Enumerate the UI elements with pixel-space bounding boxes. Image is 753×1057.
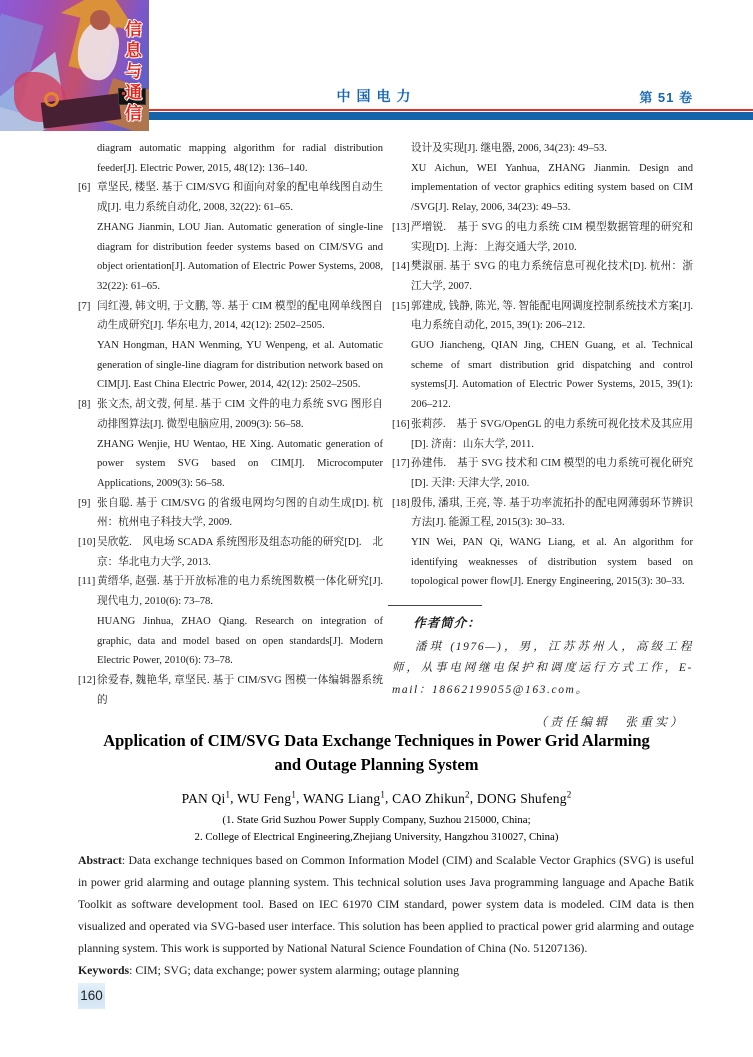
references-left-column: [78, 139, 383, 733]
header-rule-red: [149, 109, 753, 111]
references-right-column: [392, 139, 693, 733]
header-rule-blue: [149, 112, 753, 120]
author-affiliation-superscript: 2: [566, 789, 572, 799]
author-bio-section: [392, 605, 693, 733]
reference-text-en: ZHANG Jianmin, LOU Jian. Automatic generation of single-line diagram for distribution feeder systems based on CIM/SVG and object orientation[J]. Automation of Electric Power Systems, 2008, 32(22): 61–65.: [97, 221, 383, 292]
reference-text-zh: 樊淑丽. 基于 SVG 的电力系统信息可视化技术[D]. 杭州：浙江大学, 2007.: [411, 261, 693, 292]
volume-number: 第 51 卷: [639, 90, 693, 105]
reference-item: [392, 257, 693, 296]
reference-item: [78, 178, 383, 296]
author-name: DONG Shufeng$^2$: [476, 789, 572, 806]
reference-text-en: XU Aichun, WEI Yanhua, ZHANG Jianmin. Design and implementation of vector graphics editing system based on CIM /SVG[J]. Relay, 2006, 34(23): 49–53.: [411, 162, 693, 214]
journal-cover-image: [0, 0, 149, 131]
reference-item: [78, 297, 383, 396]
reference-text-en: YIN Wei, PAN Qi, WANG Liang, et al. An algorithm for identifying weaknesses of distribution system based on topological power flow[J]. Energy Engineering, 2015(3): 30–33.: [411, 537, 693, 588]
keywords-label: Keywords: [78, 963, 130, 977]
references-section: [78, 139, 693, 733]
reference-text-zh: 设计及实现[J]. 继电器, 2006, 34(23): 49–53.: [411, 143, 607, 154]
reference-text-en: GUO Jiancheng, QIAN Jing, CHEN Guang, et al. Technical scheme of smart distribution grid dispatching and control systems[J]. Automation of Electric Power Systems, 2015, 39(1): 206–212.: [411, 340, 693, 411]
author-affiliation-superscript: 1: [291, 789, 297, 799]
reference-item: [392, 297, 693, 415]
reference-text-zh: 张莉莎. 基于 SVG/OpenGL 的电力系统可视化技术及其应用[D]. 济南：山东大学, 2011.: [411, 418, 693, 450]
reference-item: [78, 494, 383, 533]
column-section-title: 信息与通信: [122, 20, 141, 125]
reference-item: [392, 218, 693, 257]
abstract-label: Abstract: [78, 853, 122, 867]
reference-number: [17]: [392, 458, 410, 470]
reference-number: [6]: [78, 182, 91, 194]
author-name: WANG Liang$^1$: [302, 789, 386, 806]
reference-number: [12]: [78, 674, 96, 686]
reference-text-zh: 孙建伟. 基于 SVG 技术和 CIM 模型的电力系统可视化研究[D]. 天津: 天津大学, 2010.: [411, 458, 693, 489]
bio-text: 潘琪 (1976—)，男，江苏苏州人，高级工程师，从事电网继电保护和调度运行方式工作，E-mail：18662199055@163.com。: [392, 640, 693, 696]
keywords-paragraph: [78, 959, 694, 981]
paper-title-english: Application of CIM/SVG Data Exchange Techniques in Power Grid Alarming and Outage Planning System: [103, 731, 650, 774]
author-affiliation-superscript: 2: [465, 789, 470, 799]
page-number: 160: [78, 983, 105, 1009]
abstract-text: : Data exchange techniques based on Common Information Model (CIM) and Scalable Vector Graphics (SVG) is useful in power grid alarming and outage planning system. This technical solution uses Java programming language and Apache Batik Toolkit as software development tool. Based on IEC 61970 CIM standard, power system data is modeled. CIM data is then visualized and operated via SVG-based user interface. This solution has been applied to practical power grid alarming and outage planning system. This work is supported by National Natural Science Foundation of China (No. 51207136).: [78, 853, 694, 955]
affiliation-2: 2. College of Electrical Engineering,Zhejiang University, Hangzhou 310027, China): [194, 831, 559, 843]
reference-number: [14]: [392, 261, 410, 273]
author-name: WU Feng$^1$: [237, 789, 297, 806]
bio-separator-rule: [388, 605, 482, 606]
author-affiliation-superscript: 1: [225, 789, 231, 799]
reference-item: [392, 415, 693, 454]
reference-text-zh: 殷伟, 潘琪, 王亮, 等. 基于功率流拓扑的配电网薄弱环节辨识方法[J]. 能源工程, 2015(3): 30–33.: [411, 497, 693, 529]
keywords-text: : CIM; SVG; data exchange; power system alarming; outage planning: [129, 963, 460, 977]
author-affiliation-superscript: 1: [380, 789, 386, 799]
reference-number: [8]: [78, 399, 91, 411]
reference-item: [392, 454, 693, 493]
reference-text-zh: 张自聪. 基于 CIM/SVG 的省级电网均匀图的自动生成[D]. 杭州：杭州电子科技大学, 2009.: [97, 497, 383, 529]
reference-text-zh: 郭建成, 钱静, 陈光, 等. 智能配电网调度控制系统技术方案[J]. 电力系统自动化, 2015, 39(1): 206–212.: [411, 300, 693, 332]
reference-number: [16]: [392, 418, 410, 430]
reference-text-zh: 闫红漫, 韩文明, 于文鹏, 等. 基于 CIM 模型的配电网单线图自动生成研究[J]. 华东电力, 2014, 42(12): 2502–2505.: [97, 300, 383, 332]
reference-item: [392, 139, 693, 218]
reference-text-zh: 严增锐. 基于 SVG 的电力系统 CIM 模型数据管理的研究和实现[D]. 上海：上海交通大学, 2010.: [411, 221, 693, 253]
reference-text-en: YAN Hongman, HAN Wenming, YU Wenpeng, et al. Automatic generation of single-line diagram for distribution network based on CIM[J]. East China Electric Power, 2014, 42(12): 2502–2505.: [97, 340, 383, 391]
abstract-paragraph: [78, 849, 694, 959]
reference-number: [7]: [78, 300, 91, 312]
reference-text-zh: 黄缙华, 赵强. 基于开放标准的电力系统图数模一体化研究[J]. 现代电力, 2010(6): 73–78.: [97, 576, 383, 608]
reference-number: [18]: [392, 497, 410, 509]
reference-item: [78, 533, 383, 572]
reference-number: [13]: [392, 221, 410, 233]
abstract-section: [78, 849, 694, 981]
reference-item: [78, 671, 383, 710]
reference-text-zh: 章坚民, 楼坚. 基于 CIM/SVG 和面向对象的配电单线图自动生成[J]. 电力系统自动化, 2008, 32(22): 61–65.: [97, 182, 383, 214]
reference-text-zh: 吴欣乾. 风电场 SCADA 系统图形及组态功能的研究[D]. 北京：华北电力大学, 2013.: [97, 537, 383, 568]
editor-note: （责任编辑 张重实）: [534, 715, 685, 730]
affiliations: [0, 812, 753, 847]
reference-text-zh: 张文杰, 胡文弢, 何星. 基于 CIM 文件的电力系统 SVG 图形自动排图算法[J]. 微型电脑应用, 2009(3): 56–58.: [97, 399, 383, 430]
reference-item: [392, 494, 693, 593]
author-name: CAO Zhikun$^2$: [392, 789, 470, 806]
reference-item: [78, 395, 383, 494]
authors-line: PAN Qi$^1$, WU Feng$^1$, WANG Liang$^1$, CAO Zhikun$^2$, DONG Shufeng$^2$: [181, 789, 572, 806]
reference-number: [9]: [78, 497, 91, 509]
author-name: PAN Qi$^1$: [181, 789, 231, 806]
reference-text-en: ZHANG Wenjie, HU Wentao, HE Xing. Automatic generation of power system SVG based on CIM[J]. Microcomputer Applications, 2009(3): 56–58.: [97, 438, 383, 489]
reference-text-en: HUANG Jinhua, ZHAO Qiang. Research on integration of graphic, data and model based on open standards[J]. Modern Electric Power, 2010(6): 73–78.: [97, 615, 383, 667]
english-title-block: [0, 729, 753, 847]
bio-heading: 作者简介：: [413, 616, 481, 631]
cover-person-figure: [90, 10, 110, 30]
reference-text-zh: 徐爱春, 魏艳华, 章坚民. 基于 CIM/SVG 图模一体编辑器系统的: [97, 674, 383, 706]
reference-number: [11]: [78, 576, 96, 588]
reference-number: [15]: [392, 300, 410, 312]
affiliation-1: (1. State Grid Suzhou Power Supply Company, Suzhou 215000, China;: [222, 813, 531, 826]
reference-text-en: diagram automatic mapping algorithm for radial distribution feeder[J]. Electric Power, 2015, 48(12): 136–140.: [97, 143, 383, 174]
reference-item: [78, 139, 383, 178]
reference-number: [10]: [78, 537, 96, 549]
reference-item: [78, 572, 383, 671]
journal-name: 中国电力: [336, 88, 417, 104]
